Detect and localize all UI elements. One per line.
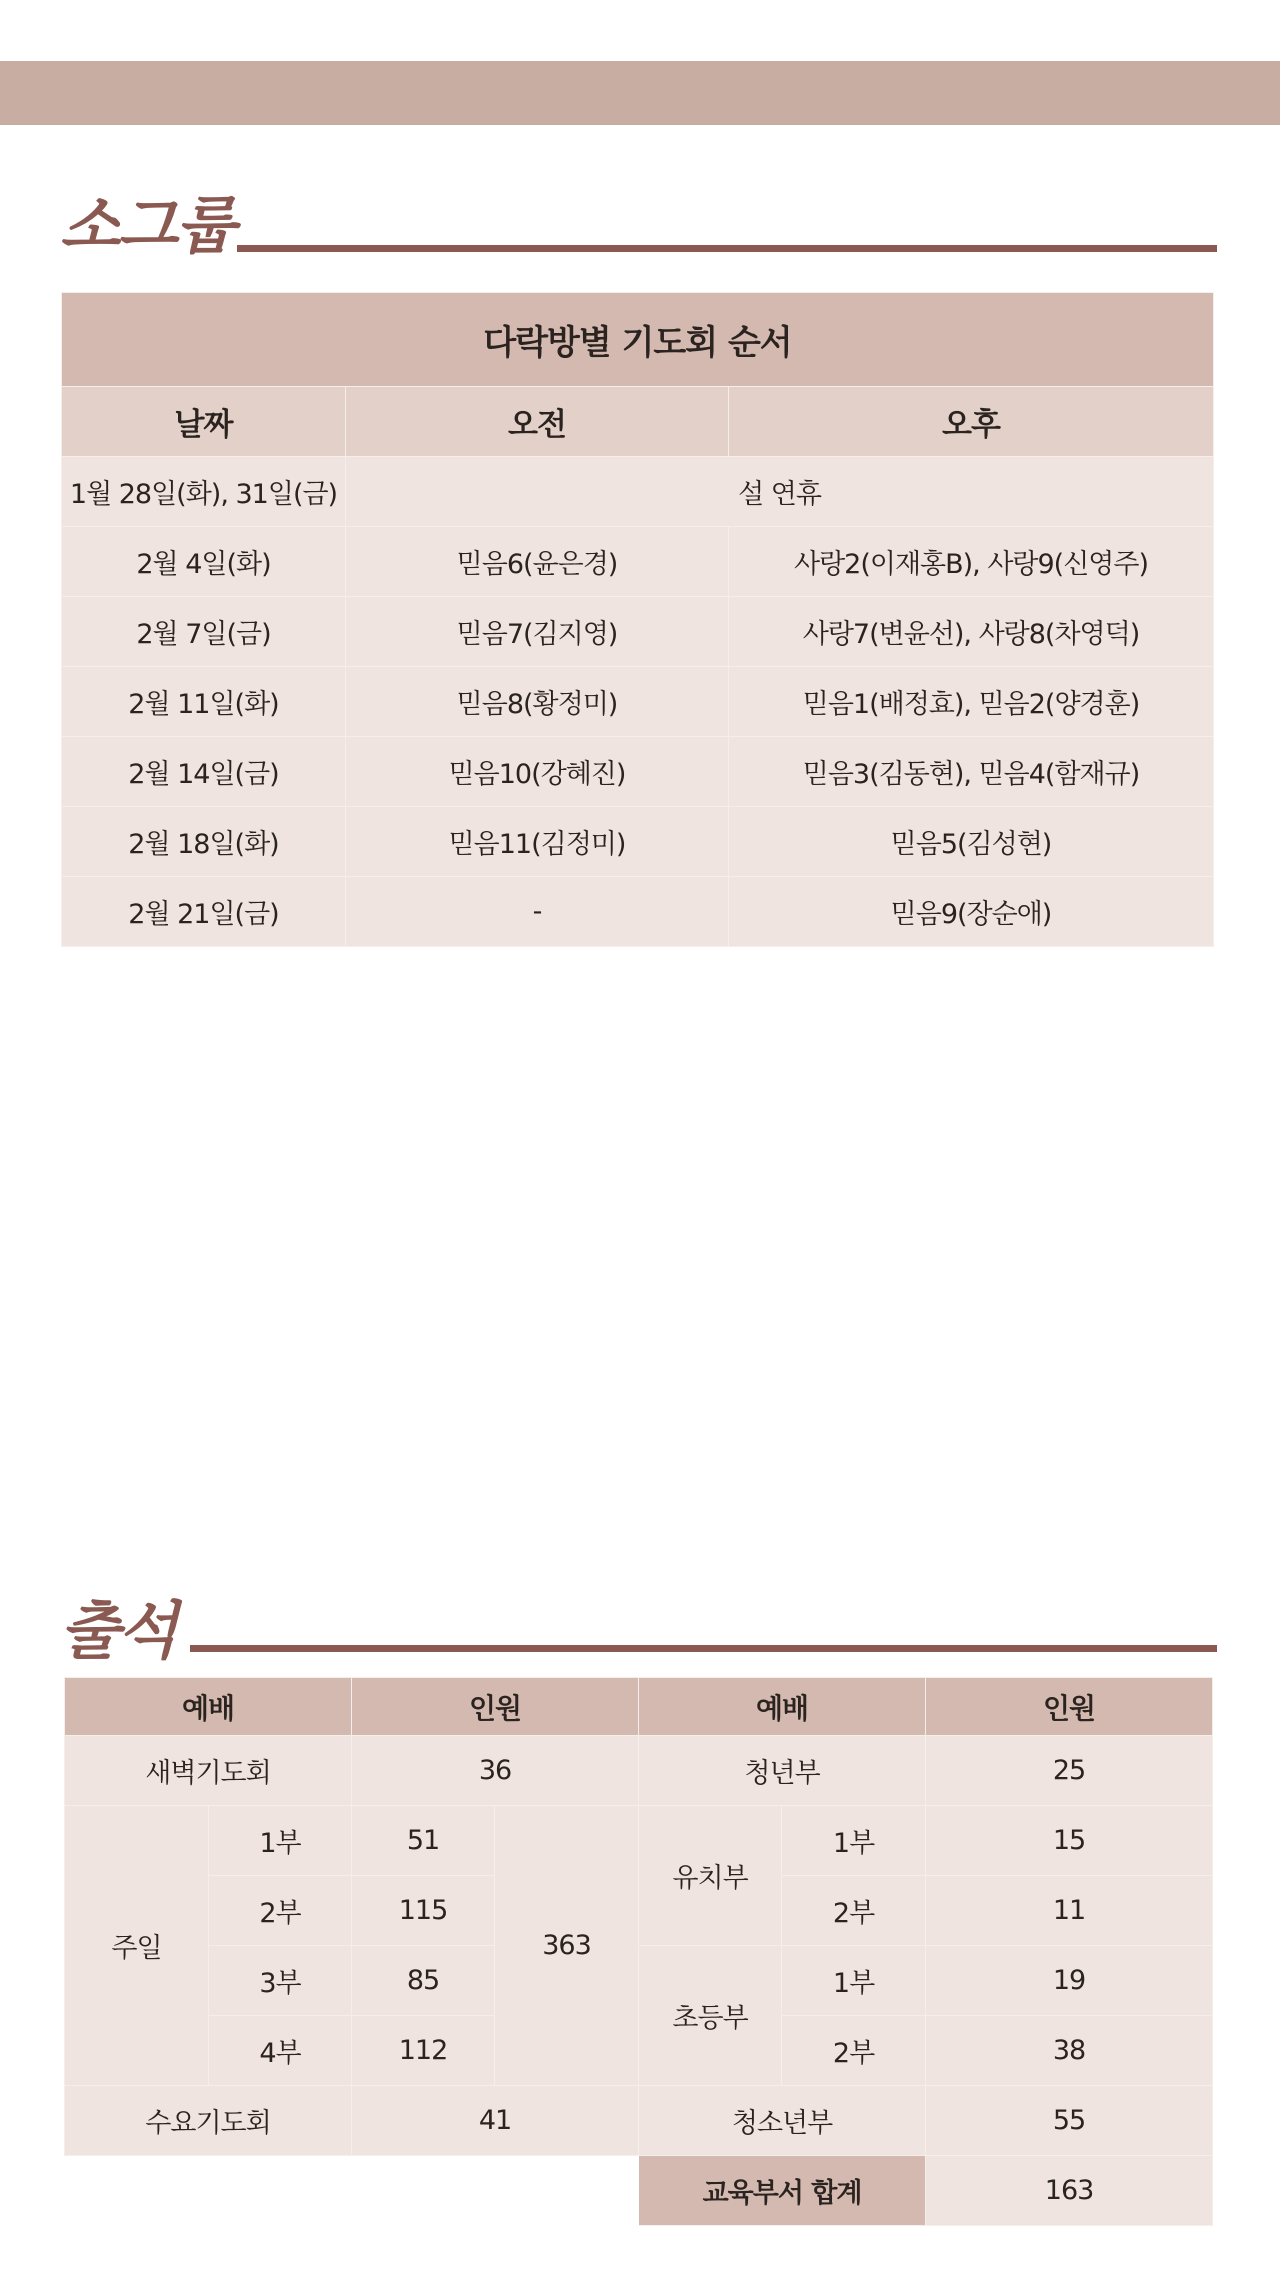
morning-cell: 믿음11(김정미) <box>346 807 729 877</box>
sunday-label: 주일 <box>65 1806 209 2086</box>
smallgroup-section-header <box>60 189 234 262</box>
elementary-service-count: 19 <box>926 1946 1213 2016</box>
sunday-total: 363 <box>495 1806 639 2086</box>
table-row <box>62 737 1214 807</box>
morning-cell: 믿음8(황정미) <box>346 667 729 737</box>
afternoon-cell: 믿음3(김동현), 믿음4(함재규) <box>729 737 1214 807</box>
table-row <box>65 2086 1213 2156</box>
sunday-service-label: 1부 <box>209 1806 352 1876</box>
kindergarten-service-label: 1부 <box>782 1806 926 1876</box>
sunday-service-label: 4부 <box>209 2016 352 2086</box>
morning-cell: 믿음6(윤은경) <box>346 527 729 597</box>
morning-cell: 믿음7(김지영) <box>346 597 729 667</box>
morning-cell: 믿음10(강혜진) <box>346 737 729 807</box>
youth-label: 청년부 <box>639 1736 926 1806</box>
sunday-service-label: 2부 <box>209 1876 352 1946</box>
sunday-service-count: 115 <box>352 1876 495 1946</box>
attendance-section-header <box>60 1594 176 1667</box>
date-cell: 2월 4일(화) <box>62 527 346 597</box>
date-cell: 2월 11일(화) <box>62 667 346 737</box>
kindergarten-service-label: 2부 <box>782 1876 926 1946</box>
wednesday-prayer-label: 수요기도회 <box>65 2086 352 2156</box>
sunday-service-count: 85 <box>352 1946 495 2016</box>
table-row <box>62 457 1214 527</box>
header-date: 날짜 <box>62 387 346 457</box>
attendance-table <box>64 1677 1213 2226</box>
header-service-left: 예배 <box>65 1678 352 1736</box>
table-row <box>62 597 1214 667</box>
elementary-service-label: 2부 <box>782 2016 926 2086</box>
afternoon-cell: 사랑7(변윤선), 사랑8(차영덕) <box>729 597 1214 667</box>
date-cell: 2월 7일(금) <box>62 597 346 667</box>
elementary-service-count: 38 <box>926 2016 1213 2086</box>
top-color-band <box>0 61 1280 125</box>
date-cell: 2월 21일(금) <box>62 877 346 947</box>
prayer-schedule-table <box>61 292 1214 947</box>
kindergarten-service-count: 15 <box>926 1806 1213 1876</box>
afternoon-cell: 믿음9(장순애) <box>729 877 1214 947</box>
sunday-service-count: 112 <box>352 2016 495 2086</box>
table-row <box>62 667 1214 737</box>
education-total-count: 163 <box>926 2156 1213 2226</box>
elementary-service-label: 1부 <box>782 1946 926 2016</box>
dawn-prayer-label: 새벽기도회 <box>65 1736 352 1806</box>
teens-label: 청소년부 <box>639 2086 926 2156</box>
kindergarten-service-count: 11 <box>926 1876 1213 1946</box>
header-afternoon: 오후 <box>729 387 1214 457</box>
table-row <box>65 1806 1213 1876</box>
afternoon-cell: 믿음5(김성현) <box>729 807 1214 877</box>
attendance-title: 출석 <box>60 1594 176 1667</box>
wednesday-prayer-count: 41 <box>352 2086 639 2156</box>
table-caption: 다락방별 기도회 순서 <box>62 293 1214 387</box>
kindergarten-label: 유치부 <box>639 1806 782 1946</box>
blank-cell <box>65 2156 639 2226</box>
holiday-cell: 설 연휴 <box>346 457 1214 527</box>
smallgroup-title-rule <box>237 245 1217 252</box>
date-cell: 2월 18일(화) <box>62 807 346 877</box>
header-morning: 오전 <box>346 387 729 457</box>
table-row <box>65 2156 1213 2226</box>
header-count-left: 인원 <box>352 1678 639 1736</box>
table-row <box>62 807 1214 877</box>
afternoon-cell: 믿음1(배정효), 믿음2(양경훈) <box>729 667 1214 737</box>
header-count-right: 인원 <box>926 1678 1213 1736</box>
afternoon-cell: 사랑2(이재홍B), 사랑9(신영주) <box>729 527 1214 597</box>
youth-count: 25 <box>926 1736 1213 1806</box>
date-cell: 1월 28일(화), 31일(금) <box>62 457 346 527</box>
morning-cell: - <box>346 877 729 947</box>
header-service-right: 예배 <box>639 1678 926 1736</box>
sunday-service-label: 3부 <box>209 1946 352 2016</box>
education-total-label: 교육부서 합계 <box>639 2156 926 2226</box>
elementary-label: 초등부 <box>639 1946 782 2086</box>
table-row <box>65 1736 1213 1806</box>
smallgroup-title: 소그룹 <box>60 189 234 262</box>
dawn-prayer-count: 36 <box>352 1736 639 1806</box>
sunday-service-count: 51 <box>352 1806 495 1876</box>
date-cell: 2월 14일(금) <box>62 737 346 807</box>
table-row <box>62 877 1214 947</box>
table-row <box>65 1946 1213 2016</box>
teens-count: 55 <box>926 2086 1213 2156</box>
attendance-title-rule <box>190 1645 1217 1652</box>
table-row <box>62 527 1214 597</box>
